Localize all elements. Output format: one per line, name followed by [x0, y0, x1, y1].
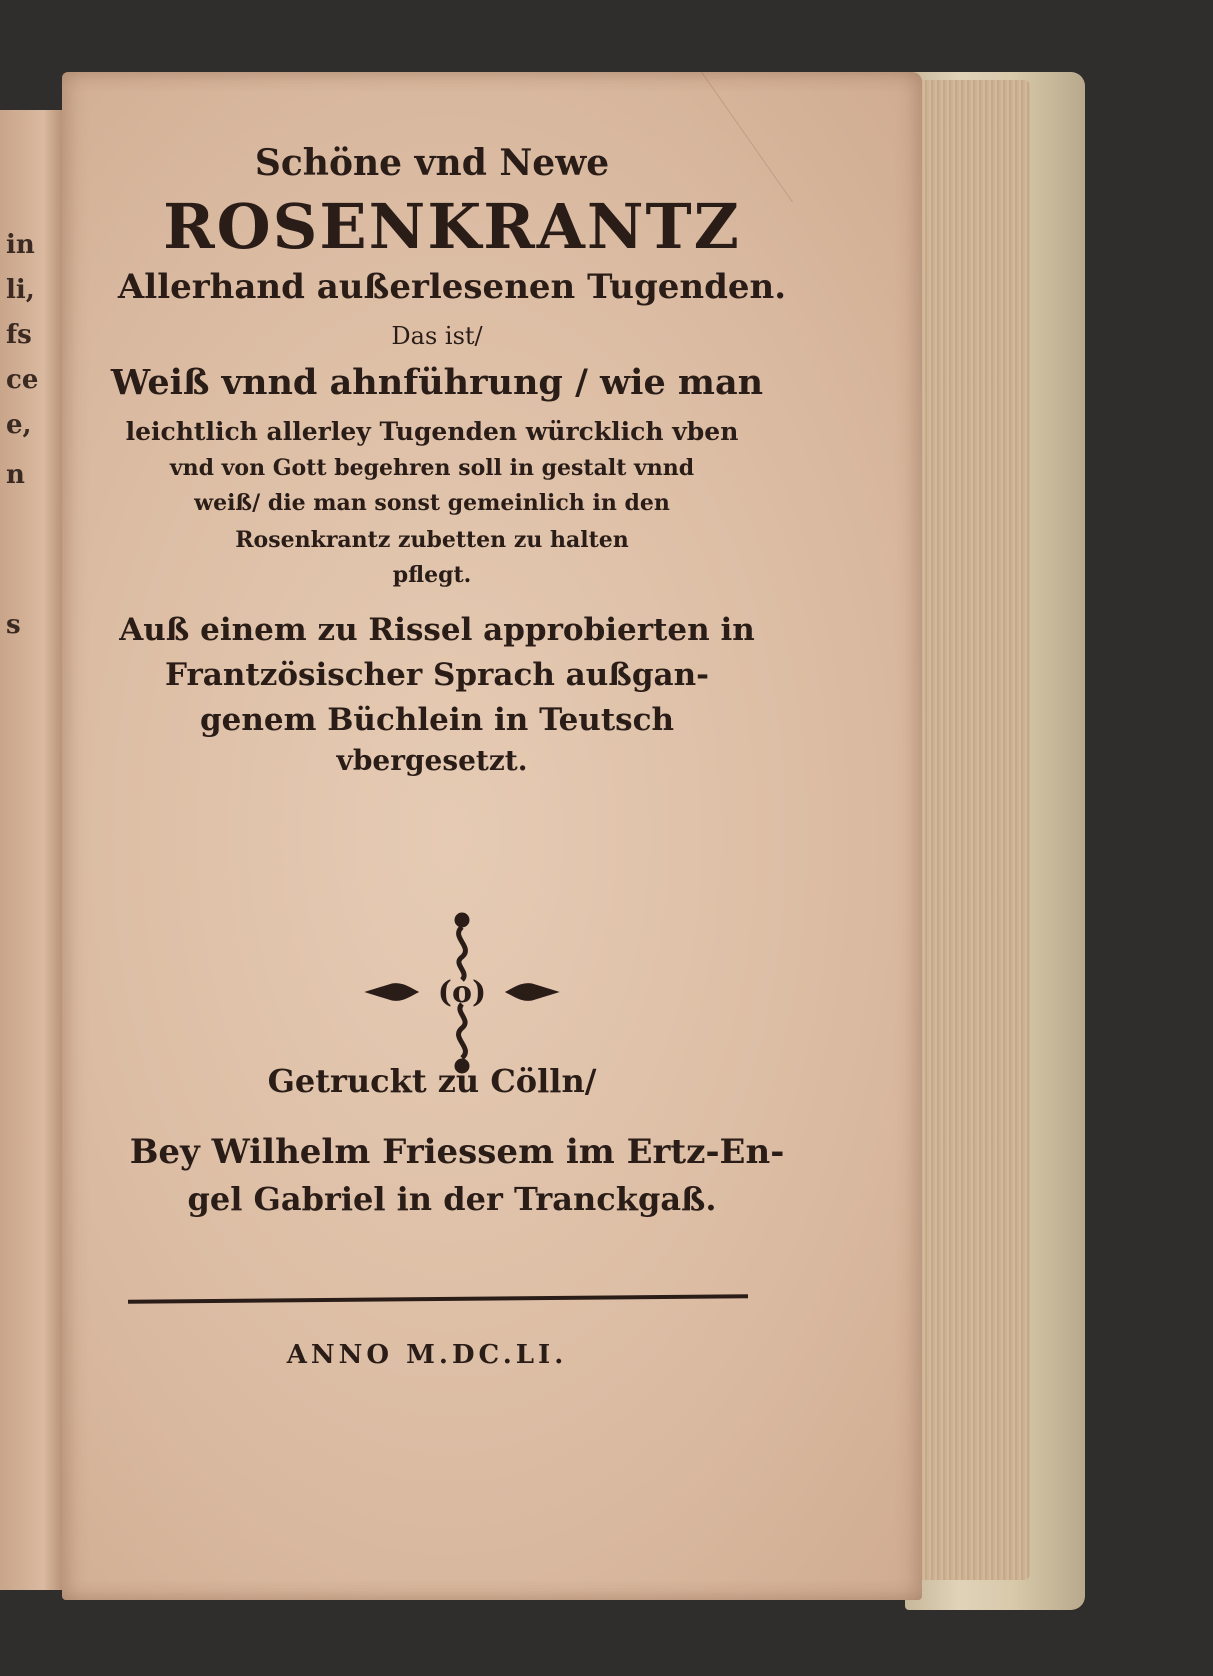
main-title: ROSENKRANTZ — [163, 190, 741, 263]
title-line-5: Weiß vnnd ahnführung / wie man — [110, 362, 764, 403]
imprint-line-1: Getruckt zu Cölln/ — [267, 1062, 597, 1100]
previous-page-fragment: e, — [6, 410, 32, 440]
title-line-4: Das ist/ — [391, 322, 483, 350]
previous-page-fragment: s — [6, 610, 21, 640]
previous-page-fragment: li, — [6, 275, 35, 305]
previous-page-fragment: fs — [6, 320, 32, 350]
title-page — [62, 72, 922, 1600]
imprint-line-2: Bey Wilhelm Friessem im Ertz-En- — [129, 1132, 785, 1172]
publication-date: ANNO M.DC.LI. — [286, 1340, 568, 1370]
title-line-6: leichtlich allerley Tugenden würcklich vben — [125, 417, 739, 446]
title-line-8: weiß/ die man sonst gemeinlich in den — [194, 490, 670, 516]
previous-page-fragment: n — [6, 460, 25, 490]
title-line-3: Allerhand außerlesenen Tugenden. — [117, 267, 787, 307]
previous-page-fragment: in — [6, 230, 35, 260]
title-line-7: vnd von Gott begehren soll in gestalt vnnd — [169, 455, 695, 481]
title-line-10: pflegt. — [392, 562, 472, 588]
title-line-1: Schöne vnd Newe — [254, 142, 610, 184]
title-line-9: Rosenkrantz zubetten zu halten — [235, 527, 629, 553]
title-line-12: Frantzösischer Sprach außgan- — [165, 657, 709, 693]
title-line-13: genem Büchlein in Teutsch — [199, 702, 675, 738]
title-line-14: vbergesetzt. — [336, 744, 528, 777]
previous-page-fragment: ce — [6, 365, 39, 395]
imprint-line-3: gel Gabriel in der Tranckgaß. — [187, 1180, 717, 1218]
title-line-11: Auß einem zu Rissel approbierten in — [119, 612, 755, 648]
ornament-center: (o) — [437, 975, 487, 1010]
horizontal-rule — [128, 1294, 748, 1303]
